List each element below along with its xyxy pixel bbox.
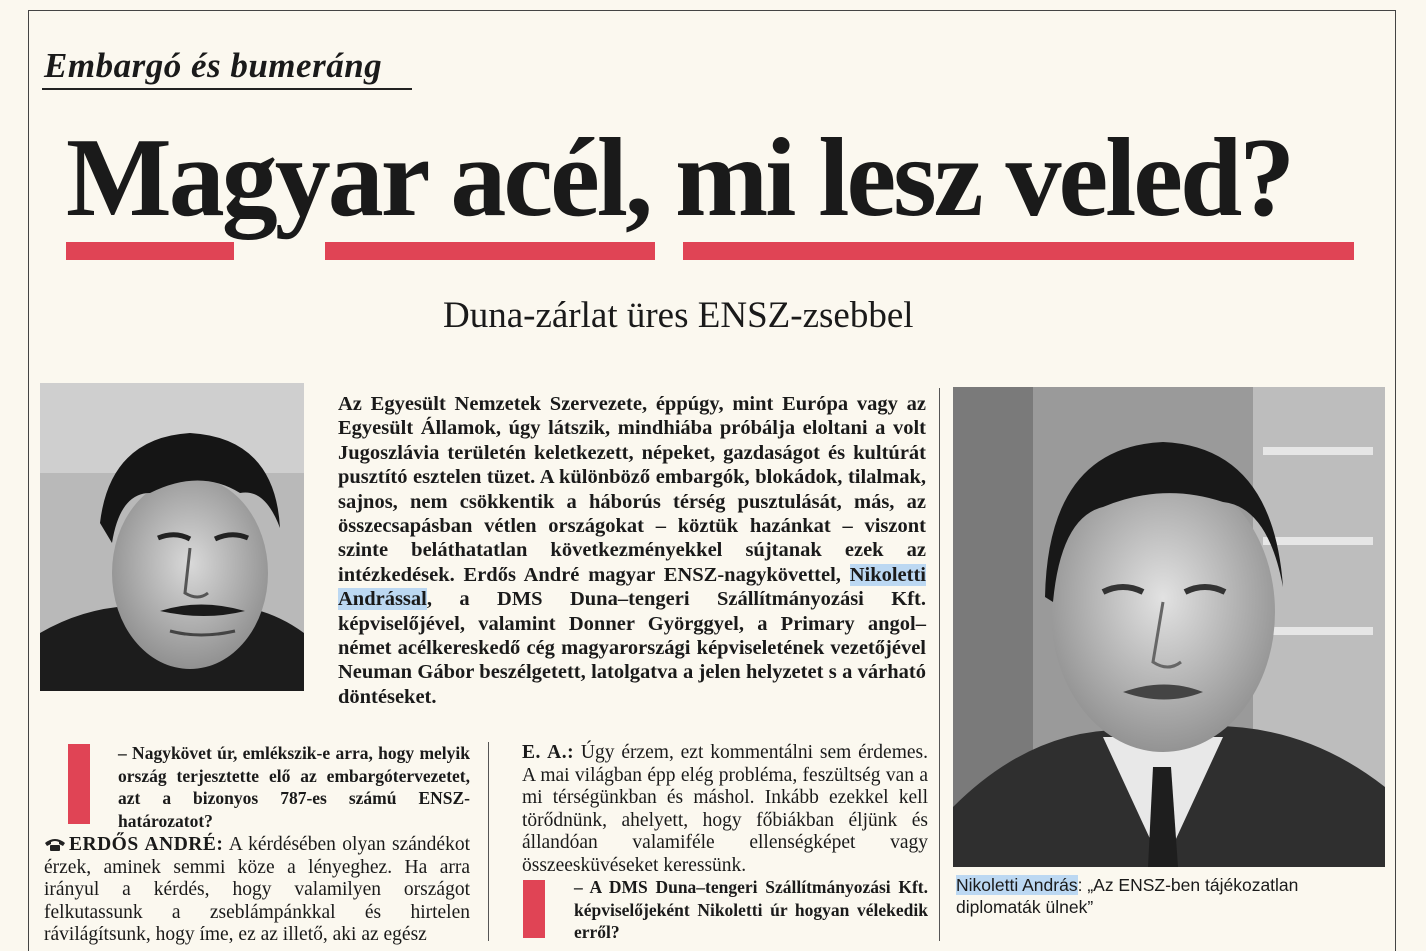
- interview-column-2: [500, 742, 928, 877]
- speaker-label: ERDŐS ANDRÉ:: [69, 834, 224, 855]
- lead-paragraph: [338, 392, 926, 709]
- caption-name: Nikoletti András: [956, 875, 1078, 895]
- lead-text-2: , a DMS Duna–tengeri Szállítmányozási Kft. képviselőjével, valamint Donner Györggyel, a Primary angol–német acélkereskedő cég magyarországi képviseletének vezetőjével Neuman Gábor beszélgetett, latolgatva a jelen helyzetet s a várható döntéseket.: [338, 588, 926, 708]
- portrait-photo-nikoletti: [953, 387, 1385, 867]
- highlighted-name: Nikoletti Andrással: [338, 563, 926, 611]
- headline-underline-1: [66, 242, 234, 260]
- column-divider: [488, 742, 489, 941]
- interview-column-1: [44, 742, 470, 947]
- column-divider: [939, 388, 940, 941]
- interview-question: – Nagykövet úr, emlékszik-e arra, hogy melyik ország terjesztette elő az embargótervezetet, azt a bizonyos 787-es számú ENSZ-határozatot?: [118, 743, 470, 831]
- telephone-icon: [44, 837, 66, 851]
- headline-underline-2: [325, 242, 655, 260]
- subheadline: Duna-zárlat üres ENSZ-zsebbel: [443, 295, 914, 336]
- question-marker: [523, 880, 545, 938]
- photo-caption: [956, 874, 1386, 918]
- caption-text: : „Az ENSZ-ben tájékozatlan diplomaták ülnek”: [956, 875, 1299, 917]
- interview-answer: [44, 834, 470, 947]
- speaker-label: E. A.:: [522, 742, 575, 763]
- answer-text: Úgy érzem, ezt kommentálni sem érdemes. A mai világban épp elég probléma, feszültség van a mi térségünkban és máshol. Inkább ezekkel kell törődnünk, ahelyett, hogy főbiákban éljünk és állandóan valamiféle ellenségképet vagy összeesküvéseket keressünk.: [522, 742, 928, 876]
- interview-question: – A DMS Duna–tengeri Szállítmányozási Kft. képviselőjeként Nikoletti úr hogyan vélekedik erről?: [574, 877, 928, 942]
- answer-text: A kérdésében olyan szándékot érzek, aminek semmi köze a lényeghez. Ha arra irányul a kérdés, hogy valamilyen országot felkutassunk a zseblámpánkkal és hirtelen rávilágítsunk, hogy íme, ez az illető, aki az egész: [44, 834, 471, 945]
- portrait-photo-erdos: [40, 383, 304, 691]
- headline: Magyar acél, mi lesz veled?: [66, 116, 1293, 240]
- section-rubric: Embargó és bumeráng: [44, 46, 383, 85]
- headline-underline-3: [683, 242, 1354, 260]
- lead-text-1: Az Egyesült Nemzetek Szervezete, éppúgy, mint Európa vagy az Egyesült Államok, úgy látszik, mindhiába próbálja eloltani a volt Jugoszlávia területén keletkezett, népeket, gazdaságot és kultúrát pusztító esztelen tüzet. A különböző embargók, blokádok, tilalmak, sajnos, nem csökkentik a háborús térség pusztulását, más, az összecsapásban vétlen országokat – köztük hazánkat – viszont szinte beláthatatlan következményekkel sújtanak ezek az intézkedések. Erdős André magyar ENSZ-nagykövettel,: [338, 393, 926, 586]
- rubric-underline: [42, 88, 412, 90]
- interview-answer: [500, 742, 928, 877]
